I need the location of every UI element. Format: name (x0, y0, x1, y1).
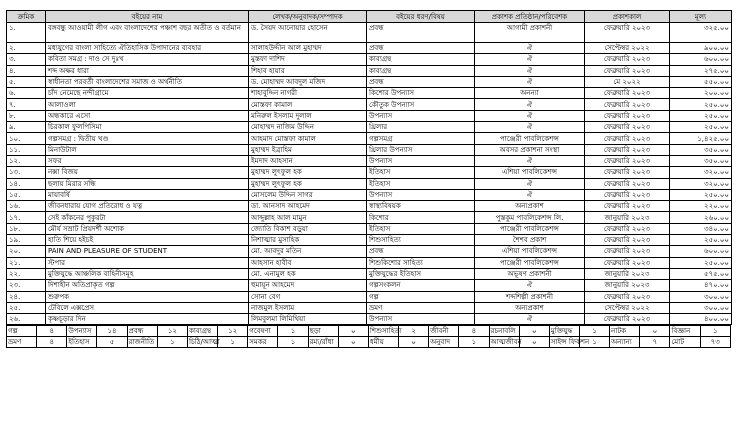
table-row (7, 314, 732, 325)
col-header-sl: ক্রমিক (7, 11, 46, 23)
cell-title: চিরকাল ফুলপিসিমা (46, 122, 249, 133)
cell-type: প্রবন্ধ (367, 43, 475, 54)
cell-date: ফেব্রুয়ারি ২০২৩ (585, 314, 670, 325)
cell-author: মোসলেম উদ্দিন সাগর (249, 189, 367, 200)
cell-type: কিশোর উপন্যাস (367, 88, 475, 99)
cell-publisher: অবসর প্রকাশনা সংস্থা (475, 144, 585, 155)
cell-price: ৬০০.০০ (670, 54, 732, 65)
book-table (6, 10, 732, 325)
summary-label: ভ্রমণ (7, 337, 37, 348)
cell-date: জানুয়ারি ২০২৩ (585, 280, 670, 291)
cell-date: ফেব্রুয়ারি ২০২৩ (585, 246, 670, 257)
cell-sl: ১৩. (7, 167, 46, 178)
cell-title: বঙ্গবন্ধু আওয়ামী লীগ এবং বাংলাদেশের পঞ্চাশ বছর অতীত ও বর্তমান (46, 23, 249, 43)
cell-title: শুরুপক (46, 291, 249, 302)
cell-sl: ১৭. (7, 212, 46, 223)
summary-label: রম্য/রাঁধা (308, 337, 338, 348)
cell-price: ২৫০.০০ (670, 99, 732, 110)
summary-label: ছড়া (308, 326, 338, 337)
cell-price: ৩২০.০০ (670, 167, 732, 178)
cell-price: ২৫০.০০ (670, 110, 732, 121)
table-row (7, 144, 732, 155)
summary-count: ১ (278, 326, 308, 337)
cell-type: উপন্যাস (367, 189, 475, 200)
cell-date: মে ২০২২ (585, 76, 670, 87)
summary-count: ১ (278, 337, 308, 348)
cell-author: মোস্তফা কামাল (249, 99, 367, 110)
cell-author: মুহাম্মদ লুৎফুল হক (249, 167, 367, 178)
cell-price: ২৫০.০০ (670, 189, 732, 200)
summary-count: ৭ (640, 337, 670, 348)
cell-publisher: ঐ (475, 99, 585, 110)
cell-title: আলাওলা (46, 99, 249, 110)
summary-label: রাজনীতি (127, 337, 157, 348)
table-row (7, 235, 732, 246)
cell-price: ২৫০.০০ (670, 235, 732, 246)
cell-date: ফেব্রুয়ারি ২০২৩ (585, 167, 670, 178)
cell-date: জানুয়ারি ২০২৩ (585, 212, 670, 223)
table-row (7, 133, 732, 144)
summary-count: ০ (640, 326, 670, 337)
cell-sl: ১৪. (7, 178, 46, 189)
cell-type: ইতিহাস (367, 167, 475, 178)
cell-publisher: এশিয়া পাবলিকেশন্স (475, 167, 585, 178)
cell-type: স্বাস্থ্যবিষয়ক (367, 201, 475, 212)
cell-type: ইতিহাস (367, 223, 475, 234)
cell-author: ড. মোহাম্মদ আবদুল মজিদ (249, 76, 367, 87)
cell-title: হাতি শিয়ে হইচই (46, 235, 249, 246)
col-header-author: লেখক/অনুবাদক/সম্পাদক (249, 11, 367, 23)
col-header-date: প্রকাশকাল (585, 11, 670, 23)
cell-sl: ২৪. (7, 291, 46, 302)
summary-count: ১ (459, 337, 489, 348)
cell-date: ফেব্রুয়ারি ২০২৩ (585, 88, 670, 99)
cell-date: ফেব্রুয়ারি ২০২৩ (585, 133, 670, 144)
cell-type: শিশুসাহিত্য (367, 235, 475, 246)
cell-author: মো. এনামুল হক (249, 268, 367, 279)
cell-title: শব্দ অক্ষর ধারা (46, 65, 249, 76)
table-row (7, 223, 732, 234)
summary-count: ০ (399, 337, 429, 348)
cell-price: ১,৪২৫.০০ (670, 133, 732, 144)
summary-label: চিঠি/আত্মা (188, 338, 220, 347)
table-row (7, 291, 732, 302)
cell-sl: ৮. (7, 110, 46, 121)
cell-type: মুক্তিযুদ্ধের ইতিহাস (367, 268, 475, 279)
cell-publisher: ঐ (475, 43, 585, 54)
cell-price: ৫৭৫.০০ (670, 268, 732, 279)
cell-publisher: ঐ (475, 76, 585, 87)
cell-type: উপন্যাস (367, 110, 475, 121)
cell-title: জীবনধারায় যোগ প্রতিরোধ ও যত্ন (46, 201, 249, 212)
cell-date: ফেব্রুয়ারি ২০২৩ (585, 122, 670, 133)
cell-type: থ্রিলার উপন্যাস (367, 144, 475, 155)
cell-author: মুস্তফা দাশিদ (249, 54, 367, 65)
cell-title: দিশাহীন অতিপ্রাকৃত গল্প (46, 280, 249, 291)
cell-author: লিমবুলমা লিমিথিয়া (249, 314, 367, 325)
cell-author: নিশাত্মার মুসাহিক (249, 235, 367, 246)
cell-date: ফেব্রুয়ারি ২০২৩ (585, 201, 670, 212)
summary-count: ১ (579, 326, 609, 337)
cell-author: সোনা বেগ (249, 291, 367, 302)
cell-type: উপন্যাস (367, 155, 475, 166)
cell-author: মুহাম্মদ লুৎফুল হক (249, 178, 367, 189)
cell-author: ইমদাদ আহসান (249, 155, 367, 166)
cell-price: ৪০০.০০ (670, 314, 732, 325)
cell-author: জ্যোতি বিকাশ বড়ুয়া (249, 223, 367, 234)
cell-title: মধ্যযুগের বাংলা সাহিত্যে ঐতিহাসিক উপাদানের ব্যবহার (46, 43, 249, 54)
cell-publisher: ঐ (475, 189, 585, 200)
cell-sl: ২. (7, 43, 46, 54)
table-row (7, 65, 732, 76)
cell-type: গল্পসমগ্র (367, 133, 475, 144)
table-row (7, 280, 732, 291)
cell-author: শাহাবুদ্দিন নাগরী (249, 88, 367, 99)
cell-price: ৩২৫.০০ (670, 23, 732, 43)
summary-label: শিশুসাহিত্য (369, 327, 402, 336)
summary-label: উপন্যাস (67, 326, 97, 337)
cell-sl: ৯. (7, 122, 46, 133)
cell-title: অন্ধকারে এসো (46, 110, 249, 121)
cell-type: উপন্যাস (367, 314, 475, 325)
cell-author: আহসান হাবীব (249, 257, 367, 268)
summary-label: সাইন্স ফিকশন (550, 338, 590, 347)
cell-sl: ২১. (7, 257, 46, 268)
cell-price: ৩৪০.০০ (670, 223, 732, 234)
cell-sl: ১. (7, 23, 46, 43)
summary-count: ০ (519, 337, 549, 348)
cell-price: ৩০০.০০ (670, 302, 732, 313)
cell-type: প্রবন্ধ (367, 76, 475, 87)
summary-label: মোট (670, 337, 700, 348)
cell-price: ২৫০.০০ (670, 257, 732, 268)
cell-date: ফেব্রুয়ারি ২০২৩ (585, 65, 670, 76)
cell-title: নক্সা বিজয় (46, 167, 249, 178)
table-row (7, 76, 732, 87)
cell-price: ৩২০.০০ (670, 178, 732, 189)
col-header-publisher: প্রকাশক প্রতিষ্ঠান/পরিবেশক (475, 11, 585, 23)
cell-sl: ৪. (7, 65, 46, 76)
cell-price: ৪৭০.০০ (670, 280, 732, 291)
table-row (7, 43, 732, 54)
summary-label: কাব্যগ্রন্থ (187, 326, 217, 337)
col-header-price: মূল্য (670, 11, 732, 23)
summary-label: নাটক (610, 326, 640, 337)
table-row (7, 110, 732, 121)
cell-publisher: পাঞ্জেরী পাবলিকেশন্স (475, 257, 585, 268)
cell-title: সেই কাঁকনের পুকুরটা (46, 212, 249, 223)
summary-label: মুক্তিযুদ্ধ (549, 326, 579, 337)
summary-count: ৫ (97, 337, 127, 348)
cell-type: গল্পসংকলন (367, 280, 475, 291)
summary-count: ১ (218, 337, 248, 348)
cell-publisher: পুস্তকুম পাবলিকেশন্স লি. (475, 212, 585, 223)
cell-title: স্টপার (46, 257, 249, 268)
summary-count: ১ (700, 326, 730, 337)
cell-publisher: ঐ (475, 280, 585, 291)
cell-sl: ১৯. (7, 235, 46, 246)
cell-publisher: আগামী প্রকাশনী (475, 23, 585, 43)
cell-date: ফেব্রুয়ারি ২০২৩ (585, 110, 670, 121)
cell-author: মুহাম্মদ ইব্রাহিম (249, 144, 367, 155)
cell-sl: ২৬. (7, 314, 46, 325)
cell-publisher: ঐ (475, 122, 585, 133)
cell-sl: ১০. (7, 133, 46, 144)
cell-publisher: ঐ (475, 65, 585, 76)
cell-author: আহমাদ মোস্তফা কামাল (249, 133, 367, 144)
col-header-type: বইয়ের ধরণ/বিষয় (367, 11, 475, 23)
cell-title: কৃষ্ণচূড়ার দিন (46, 314, 249, 325)
table-row (7, 167, 732, 178)
summary-count: ২ (399, 326, 429, 337)
table-row (7, 257, 732, 268)
summary-label: অনুবাদ (429, 337, 459, 348)
cell-title: PAIN AND PLEASURE OF STUDENT (46, 246, 249, 257)
cell-author: মো. আবদুর মতিন (249, 246, 367, 257)
cell-sl: ২৩. (7, 280, 46, 291)
cell-date: ফেব্রুয়ারি ২০২৩ (585, 291, 670, 302)
cell-date: ফেব্রুয়ারি ২০২৩ (585, 155, 670, 166)
summary-count: ০ (338, 337, 368, 348)
cell-title: মুক্তিযুদ্ধে আঞ্চলিক বাহিনীসমূহ (46, 268, 249, 279)
cell-sl: ৭. (7, 99, 46, 110)
cell-publisher: ঐ (475, 155, 585, 166)
summary-table (6, 325, 731, 348)
cell-price: ৩৫০.০০ (670, 144, 732, 155)
summary-count: ০ (338, 326, 368, 337)
cell-publisher: ঐ (475, 110, 585, 121)
summary-count: ১ (157, 337, 187, 348)
cell-price: ২৭৫.০০ (670, 65, 732, 76)
cell-publisher: পাঞ্জেরী পাবলিকেশন্স (475, 133, 585, 144)
cell-type: কাব্যগ্রন্থ (367, 65, 475, 76)
cell-publisher: শৈশব প্রকাশ (475, 235, 585, 246)
table-row (7, 201, 732, 212)
cell-publisher: ঐ (475, 314, 585, 325)
book-list-sheet (6, 10, 731, 348)
summary-count: ১ (579, 337, 609, 348)
cell-title: চাঁদ নেমেছে নন্দীগ্রামে (46, 88, 249, 99)
cell-date: সেপ্টেম্বর ২০২২ (585, 43, 670, 54)
summary-label: বিজ্ঞান (670, 326, 700, 337)
cell-publisher: অন্যপ্রকাশ (475, 302, 585, 313)
cell-author: আব্দুল্লাহ আল মামুন (249, 212, 367, 223)
cell-type: কাব্যগ্রন্থ (367, 54, 475, 65)
cell-sl: ১৫. (7, 189, 46, 200)
cell-author: মনিরুল ইসলাম দুলাল (249, 110, 367, 121)
cell-title: ছলায় মিরার সন্ধি (46, 178, 249, 189)
cell-price: ২৬০.০০ (670, 212, 732, 223)
cell-sl: ২০. (7, 246, 46, 257)
cell-price: ৬০০.০০ (670, 246, 732, 257)
summary-count: ১২ (218, 326, 248, 337)
summary-row (7, 337, 731, 348)
cell-title: মিনাউটাল (46, 144, 249, 155)
cell-publisher: পাঞ্জেরী পাবলিকেশন্স (475, 223, 585, 234)
cell-date: জানুয়ারি ২০২৩ (585, 268, 670, 279)
cell-type: থ্রিলার (367, 122, 475, 133)
cell-publisher: ঐ (475, 54, 585, 65)
cell-type: প্রবন্ধ (367, 23, 475, 43)
cell-author: ড. সৈয়দ আনোয়ার হোসেন (249, 23, 367, 43)
cell-publisher: শব্দশিল্পী প্রকাশনী (475, 291, 585, 302)
cell-sl: ৩. (7, 54, 46, 65)
cell-type: প্রবন্ধ (367, 246, 475, 257)
cell-date: ফেব্রুয়ারি ২০২৩ (585, 257, 670, 268)
cell-author: সালাহউদ্দীন আল মুহাম্মদ (249, 43, 367, 54)
summary-label: জীবনী (429, 326, 459, 337)
cell-date: ফেব্রুয়ারি ২০২৩ (585, 99, 670, 110)
cell-title: গল্পসমগ্র : দ্বিতীয় খণ্ড (46, 133, 249, 144)
table-row (7, 189, 732, 200)
summary-count: ৪ (37, 337, 67, 348)
summary-label: আত্মজীবন (490, 338, 522, 347)
table-row (7, 23, 732, 43)
table-row (7, 178, 732, 189)
table-row (7, 302, 732, 313)
summary-label: ধর্মীয় (368, 337, 398, 348)
cell-sl: ২৫. (7, 302, 46, 313)
cell-type: শিশুকিশোর সাহিত্য (367, 257, 475, 268)
cell-title: মায়াবর্ষি (46, 189, 249, 200)
cell-title: টেবিলে এক্সপ্রেস (46, 302, 249, 313)
cell-sl: ৬. (7, 88, 46, 99)
cell-type: কিশোর (367, 212, 475, 223)
cell-publisher: ঐ (475, 178, 585, 189)
cell-sl: ১৬. (7, 201, 46, 212)
summary-count: ৪ (459, 326, 489, 337)
cell-type: গল্প (367, 291, 475, 302)
cell-author: নাজমুল ইসলাম (249, 302, 367, 313)
cell-title: মৌর্য সম্রাট প্রিয়দর্শী অশোক (46, 223, 249, 234)
cell-date: ফেব্রুয়ারি ২০২৩ (585, 189, 670, 200)
cell-price: ২৫০.০০ (670, 122, 732, 133)
cell-sl: ২২. (7, 268, 46, 279)
cell-date: ফেব্রুয়ারি ২০২৩ (585, 144, 670, 155)
cell-title: স্বাধীনতা পরবর্তী বাংলাদেশের সমাজ ও অর্থনীতি (46, 76, 249, 87)
table-row (7, 122, 732, 133)
table-header-row (7, 11, 732, 23)
cell-publisher: অনন্যা (475, 88, 585, 99)
cell-date: ফেব্রুয়ারি ২০২৩ (585, 223, 670, 234)
table-row (7, 88, 732, 99)
table-row (7, 155, 732, 166)
cell-date: ফেব্রুয়ারি ২০২৩ (585, 178, 670, 189)
table-row (7, 246, 732, 257)
cell-publisher: এশিয়া পাবলিকেশন্স (475, 246, 585, 257)
cell-author: শিহাব হায়ার (249, 65, 367, 76)
cell-author: ডা. আনসাদ আহমেদ (249, 201, 367, 212)
summary-count: ১৪ (97, 326, 127, 337)
summary-label: অন্যান্য (610, 337, 640, 348)
cell-author: হুমায়ূন আহমেদ (249, 280, 367, 291)
summary-label: গবেষণা (248, 326, 278, 337)
table-row (7, 268, 732, 279)
cell-author: মোহাম্মদ নাজিম উদ্দিন (249, 122, 367, 133)
table-row (7, 54, 732, 65)
table-row (7, 99, 732, 110)
summary-label: রচনাবলি (489, 326, 519, 337)
cell-date: ফেব্রুয়ারি ২০২৩ (585, 54, 670, 65)
cell-price: ৯০০.০০ (670, 43, 732, 54)
summary-label: গল্প (7, 326, 37, 337)
summary-count: ০ (519, 326, 549, 337)
cell-type: ইতিহাস (367, 178, 475, 189)
cell-date: সেপ্টেম্বর ২০২২ (585, 302, 670, 313)
summary-label: প্রবন্ধ (127, 326, 157, 337)
summary-count: ৪ (37, 326, 67, 337)
cell-price: ২০০.০০ (670, 88, 732, 99)
cell-sl: ১৮. (7, 223, 46, 234)
cell-price: ২২০.০০ (670, 201, 732, 212)
cell-sl: ৫. (7, 76, 46, 87)
cell-sl: ১২. (7, 155, 46, 166)
summary-count: ৭৩ (700, 337, 730, 348)
cell-title: কবিতা সমগ্র : দাও সে দুঃখ (46, 54, 249, 65)
cell-price: ৩৫০.০০ (670, 155, 732, 166)
cell-type: কৌতুক উপন্যাস (367, 99, 475, 110)
summary-row (7, 326, 731, 337)
summary-count: ১২ (157, 326, 187, 337)
cell-price: ৩০০.০০ (670, 291, 732, 302)
summary-label: ইতিহাস (67, 337, 97, 348)
table-row (7, 212, 732, 223)
cell-type: ভ্রমণ (367, 302, 475, 313)
cell-title: সফর (46, 155, 249, 166)
cell-date: ফেব্রুয়ারি ২০২৩ (585, 23, 670, 43)
col-header-title: বইয়ের নাম (46, 11, 249, 23)
cell-publisher: অন্যপ্রকাশ (475, 201, 585, 212)
cell-price: ৫৫০.০০ (670, 76, 732, 87)
summary-label: সমকর (248, 337, 278, 348)
cell-publisher: অভূষণ প্রকাশনী (475, 268, 585, 279)
cell-date: ফেব্রুয়ারি ২০২৩ (585, 235, 670, 246)
cell-sl: ১১. (7, 144, 46, 155)
